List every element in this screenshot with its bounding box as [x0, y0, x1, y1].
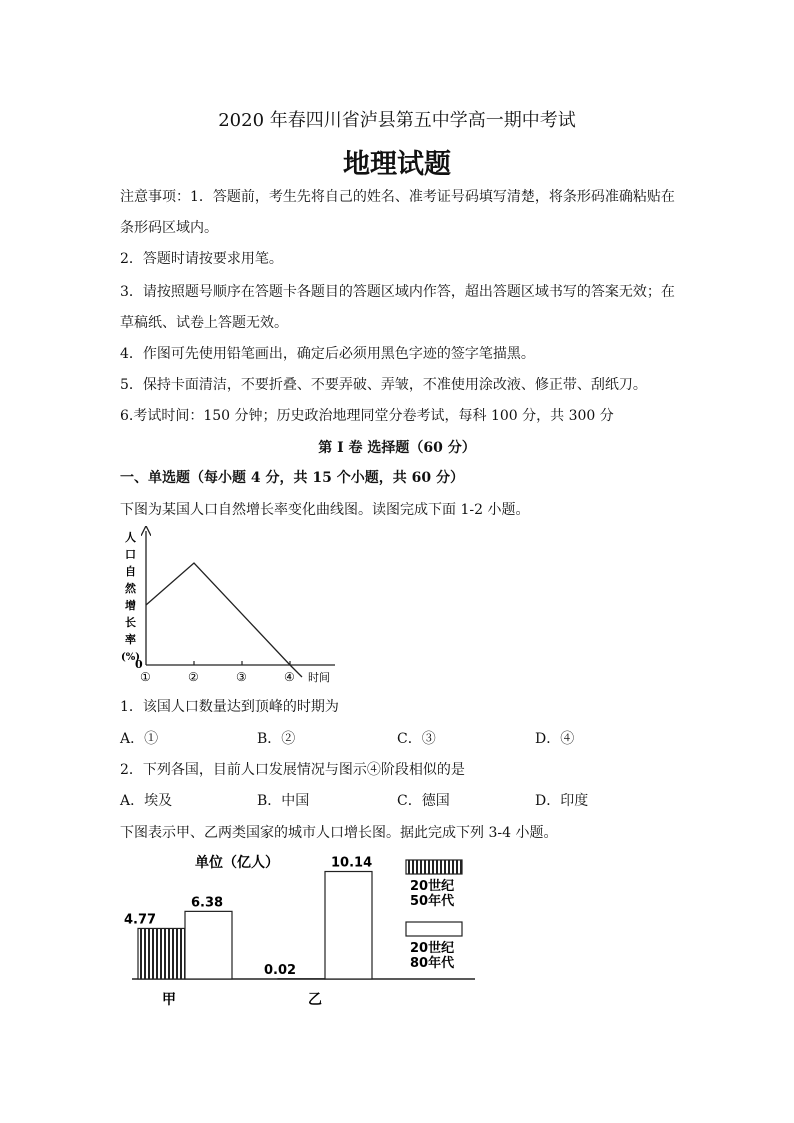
exam-title: 2020 年春四川省泸县第五中学高一期中考试: [218, 110, 576, 131]
section-title: 第 I 卷 选择题（60 分）: [318, 440, 476, 456]
bar-甲-0: [138, 928, 185, 979]
bar-value-label: 10.14: [331, 855, 373, 871]
q1-option-b[interactable]: B．②: [257, 731, 296, 747]
notice-line: 4．作图可先使用铅笔画出，确定后必须用黑色字迹的签字笔描黑。: [120, 346, 535, 362]
bar-group: [124, 856, 372, 1008]
category-label: 甲: [162, 992, 176, 1008]
notice-line: 草稿纸、试卷上答题无效。: [120, 315, 288, 331]
bar-chart: [120, 848, 480, 1013]
q2-option-a[interactable]: A．埃及: [120, 793, 173, 809]
y-zero-label: 0: [135, 658, 143, 671]
q2-stem: 2．下列各国，目前人口发展情况与图示④阶段相似的是: [120, 762, 465, 778]
x-tick-label: ③: [236, 670, 247, 684]
y-label-char: 自: [125, 565, 136, 578]
notice-line: 3．请按照题号顺序在答题卡各题目的答题区域内作答，超出答题区域书写的答案无效；在: [120, 284, 675, 300]
intro-text-1: 下图为某国人口自然增长率变化曲线图。读图完成下面 1-2 小题。: [120, 502, 530, 518]
bar-value-label: 0.02: [264, 962, 297, 978]
category-label: 乙: [308, 992, 322, 1008]
notice-line: 注意事项：1．答题前，考生先将自己的姓名、准考证号码填写清楚，将条形码准确粘贴在: [120, 189, 675, 205]
growth-curve: [146, 563, 302, 677]
q1-option-a[interactable]: A．①: [120, 731, 159, 747]
y-axis-label: [121, 531, 140, 663]
y-label-char: (%): [121, 652, 140, 663]
x-tick-label: ④: [284, 670, 295, 684]
q1-option-c[interactable]: C．③: [397, 731, 436, 747]
y-label-char: 率: [125, 633, 136, 646]
q1-option-d[interactable]: D．④: [535, 731, 575, 747]
x-axis-label: 时间: [308, 671, 330, 684]
legend-swatch: [406, 860, 462, 874]
notice-line: 条形码区域内。: [120, 220, 218, 236]
y-label-char: 人: [125, 531, 136, 544]
y-label-char: 长: [125, 616, 136, 629]
legend-swatch: [406, 922, 462, 936]
legend: [406, 860, 462, 971]
x-tick-label: ①: [140, 670, 151, 684]
bar-甲-1: [185, 911, 232, 979]
notice-line: 6.考试时间：150 分钟；历史政治地理同堂分卷考试，每科 100 分，共 300 分: [120, 408, 614, 424]
legend-line2: 80年代: [410, 956, 455, 971]
y-label-char: 增: [125, 599, 136, 612]
bar-value-label: 4.77: [124, 912, 157, 928]
part-title: 一、单选题（每小题 4 分，共 15 个小题，共 60 分）: [120, 470, 464, 486]
notice-line: 2．答题时请按要求用笔。: [120, 251, 283, 267]
q1-stem: 1．该国人口数量达到顶峰的时期为: [120, 699, 339, 715]
unit-label: 单位（亿人）: [195, 855, 279, 871]
legend-line1: 20世纪: [410, 879, 455, 894]
q2-option-d[interactable]: D．印度: [535, 793, 589, 809]
bar-乙-1: [325, 872, 372, 979]
legend-line2: 50年代: [410, 894, 455, 909]
notice-line: 5．保持卡面清洁，不要折叠、不要弄破、弄皱，不准使用涂改液、修正带、刮纸刀。: [120, 377, 647, 393]
line-chart: [115, 525, 355, 685]
x-tick-label: ②: [188, 670, 199, 684]
y-label-char: 然: [125, 582, 136, 595]
y-label-char: 口: [125, 548, 136, 561]
bar-value-label: 6.38: [191, 895, 224, 911]
legend-line1: 20世纪: [410, 941, 455, 956]
q2-option-c[interactable]: C．德国: [397, 793, 450, 809]
subject-title: 地理试题: [343, 149, 451, 180]
q2-option-b[interactable]: B．中国: [257, 793, 310, 809]
intro-text-2: 下图表示甲、乙两类国家的城市人口增长图。据此完成下列 3-4 小题。: [120, 825, 558, 841]
